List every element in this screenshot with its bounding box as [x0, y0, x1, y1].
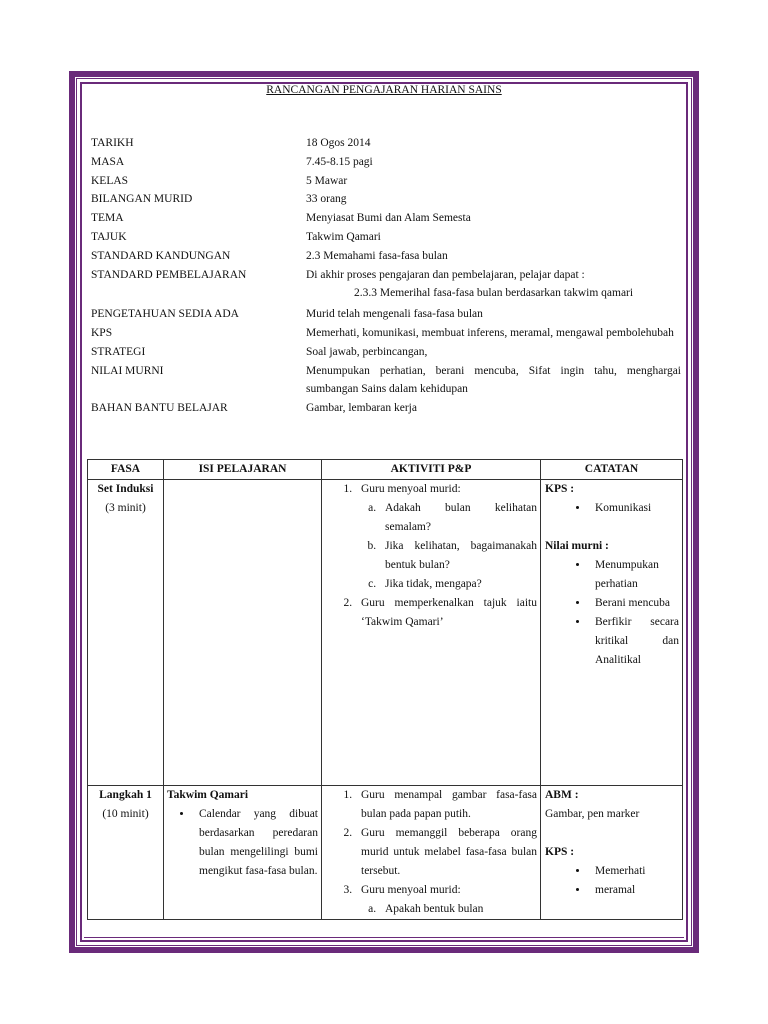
info-value: Gambar, lembaran kerja: [306, 402, 417, 415]
column-header-fasa: FASA: [88, 460, 164, 480]
abm-heading: ABM :: [545, 789, 579, 801]
activity-text: Guru menyoal murid:: [361, 884, 461, 896]
info-value: 18 Ogos 2014: [306, 137, 371, 149]
aktiviti-cell: [322, 480, 541, 786]
info-value: 5 Mawar: [306, 174, 348, 187]
kps-heading: KPS :: [545, 846, 575, 858]
isi-title: Takwim Qamari: [167, 789, 249, 801]
kps-item: • Komunikasi: [589, 499, 679, 518]
info-row-masa: [91, 153, 681, 172]
table-row-set-induksi: [88, 480, 683, 786]
activity-list: [325, 786, 537, 919]
isi-list: [167, 805, 318, 881]
info-row-kelas: [91, 172, 681, 191]
question-item: a. Apakah bentuk bulan: [379, 900, 537, 919]
abm-text: Gambar, pen marker: [545, 808, 640, 820]
activity-item: 2. Guru memanggil beberapa orang murid untuk melabel fasa-fasa bulan tersebut.: [355, 824, 537, 881]
info-row-standard-kandungan: [91, 247, 681, 266]
info-row-tarikh: [91, 134, 681, 153]
kps-item: • meramal: [589, 881, 679, 900]
isi-cell: [164, 786, 322, 920]
info-label: MASA: [91, 155, 125, 168]
lesson-plan-table: [87, 459, 683, 920]
kps-item: • Memerhati: [589, 862, 679, 881]
info-label: TEMA: [91, 212, 124, 225]
nilai-item: • Menumpukan perhatian: [589, 556, 679, 594]
isi-item: • Calendar yang dibuat berdasarkan peredaran bulan mengelilingi bumi mengikut fasa-fasa bulan.: [193, 805, 318, 881]
fasa-time: (3 minit): [105, 502, 146, 514]
fasa-time: (10 minit): [102, 808, 149, 820]
info-value: 2.3 Memahami fasa-fasa bulan: [306, 249, 448, 262]
activity-item: [355, 881, 537, 919]
info-row-tema: [91, 209, 681, 228]
info-label: [91, 284, 306, 303]
fasa-name: Langkah 1: [99, 789, 152, 801]
info-row-strategi: [91, 343, 681, 362]
info-value: 33 orang: [306, 193, 347, 206]
info-label: KELAS: [91, 174, 129, 187]
info-value: Di akhir proses pengajaran dan pembelajaran, pelajar dapat :: [306, 268, 585, 281]
info-value: Soal jawab, perbincangan,: [306, 345, 428, 358]
activity-item: 1. Guru menampal gambar fasa-fasa bulan pada papan putih.: [355, 786, 537, 824]
info-label: NILAI MURNI: [91, 364, 164, 377]
activity-item: 2. Guru memperkenalkan tajuk iaitu ‘Takwim Qamari’: [355, 594, 537, 632]
info-label: KPS: [91, 326, 113, 339]
info-value: Menumpukan perhatian, berani mencuba, Sifat ingin tahu, menghargai sumbangan Sains dalam kehidupan: [306, 364, 681, 396]
info-row-kps: [91, 324, 681, 343]
nilai-murni-list: [545, 556, 679, 670]
info-row-bilangan-murid: [91, 190, 681, 209]
info-row-standard-pembelajaran-detail: [91, 284, 681, 303]
fasa-name: Set Induksi: [97, 483, 154, 495]
info-label: BILANGAN MURID: [91, 193, 193, 206]
column-header-aktiviti: AKTIVITI P&P: [322, 460, 541, 480]
column-header-isi-pelajaran: ISI PELAJARAN: [164, 460, 322, 480]
info-label: TAJUK: [91, 230, 127, 243]
question-list: [361, 900, 537, 919]
info-row-tajuk: [91, 228, 681, 247]
catatan-cell: [541, 786, 683, 920]
info-value: Menyiasat Bumi dan Alam Semesta: [306, 212, 471, 225]
kps-list: [545, 862, 679, 900]
bottom-rule: [84, 937, 684, 938]
info-value: Takwim Qamari: [306, 230, 381, 243]
kps-heading: KPS :: [545, 483, 575, 495]
info-label: TARIKH: [91, 137, 134, 149]
info-row-bahan-bantu-belajar: [91, 399, 681, 418]
info-value: 7.45-8.15 pagi: [306, 155, 373, 168]
info-label: STRATEGI: [91, 345, 146, 358]
question-item: b. Jika kelihatan, bagaimanakah bentuk bulan?: [379, 537, 537, 575]
table-row-langkah-1: [88, 786, 683, 920]
aktiviti-cell: [322, 786, 541, 920]
nilai-item: • Berfikir secara kritikal dan Analitikal: [589, 613, 679, 670]
info-row-standard-pembelajaran: [91, 266, 681, 285]
kps-list: [545, 499, 679, 518]
info-row-nilai-murni: [91, 362, 681, 400]
column-header-catatan: CATATAN: [541, 460, 683, 480]
info-value: 2.3.3 Memerihal fasa-fasa bulan berdasarkan takwim qamari: [354, 287, 634, 300]
fasa-cell: [88, 786, 164, 920]
info-label: STANDARD KANDUNGAN: [91, 249, 231, 262]
activity-item: [355, 480, 537, 594]
catatan-cell: [541, 480, 683, 786]
lesson-info: [91, 134, 681, 418]
question-list: [361, 499, 537, 594]
nilai-item: • Berani mencuba: [589, 594, 679, 613]
table-header-row: [88, 460, 683, 480]
info-label: PENGETAHUAN SEDIA ADA: [91, 308, 239, 321]
info-value: Murid telah mengenali fasa-fasa bulan: [306, 308, 483, 321]
activity-list: [325, 480, 537, 632]
info-label: BAHAN BANTU BELAJAR: [91, 402, 228, 415]
info-row-pengetahuan-sedia-ada: [91, 305, 681, 324]
info-label: STANDARD PEMBELAJARAN: [91, 268, 247, 281]
isi-cell: [164, 480, 322, 786]
question-item: c. Jika tidak, mengapa?: [379, 575, 537, 594]
question-item: a. Adakah bulan kelihatan semalam?: [379, 499, 537, 537]
info-value: Memerhati, komunikasi, membuat inferens, meramal, mengawal pembolehubah: [306, 326, 674, 339]
nilai-murni-heading: Nilai murni :: [545, 540, 609, 552]
activity-text: Guru menyoal murid:: [361, 483, 461, 495]
fasa-cell: [88, 480, 164, 786]
document-title: RANCANGAN PENGAJARAN HARIAN SAINS: [266, 84, 502, 96]
